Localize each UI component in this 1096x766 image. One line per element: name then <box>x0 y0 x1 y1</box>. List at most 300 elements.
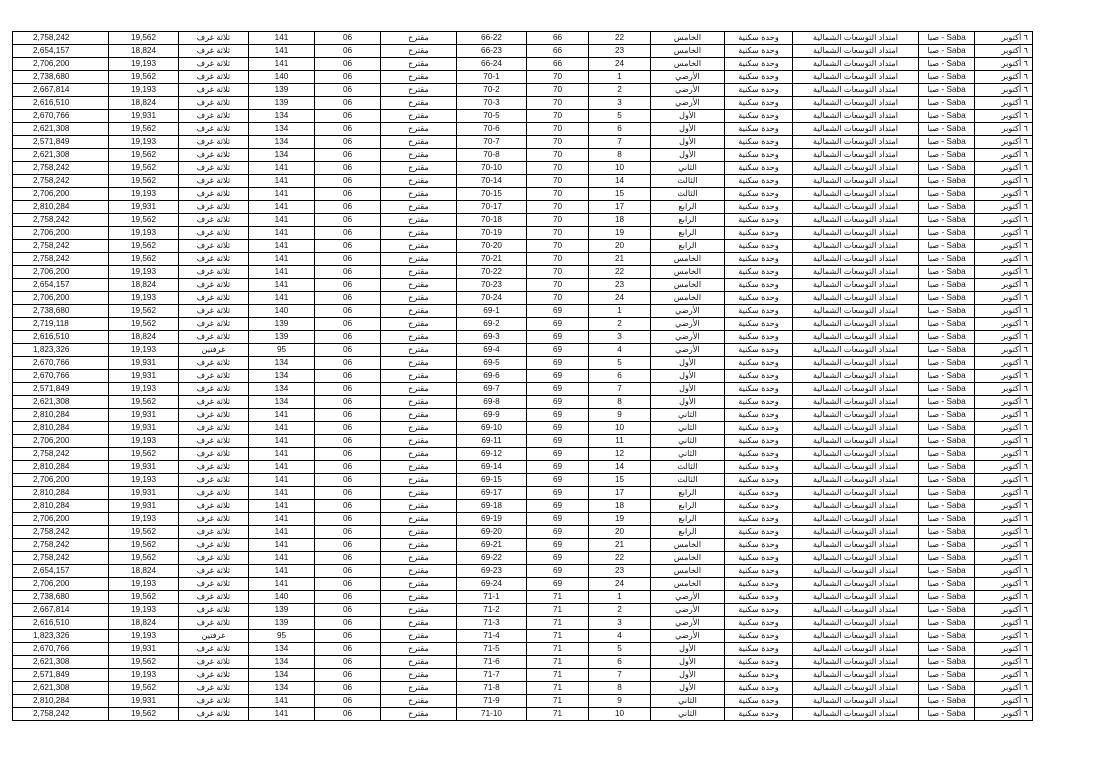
price-cell: 2,738,680 <box>13 305 109 318</box>
price-cell: 2,706,200 <box>13 227 109 240</box>
table-row <box>13 708 1033 721</box>
phase-cell: 06 <box>315 682 381 695</box>
unit-number-cell: 20 <box>589 526 651 539</box>
unit-code-cell: 66-22 <box>457 32 527 45</box>
unit-type-cell: وحدة سكنية <box>725 162 793 175</box>
unit-type-cell: وحدة سكنية <box>725 630 793 643</box>
price-per-meter-cell: 19,193 <box>109 58 179 71</box>
city-cell: ٦ أكتوبر <box>975 123 1033 136</box>
price-per-meter-cell: 19,562 <box>109 448 179 461</box>
price-per-meter-cell: 19,931 <box>109 422 179 435</box>
district-cell: امتداد التوسعات الشمالية <box>793 591 919 604</box>
area-cell: 134 <box>249 110 315 123</box>
district-cell: امتداد التوسعات الشمالية <box>793 474 919 487</box>
unit-type-cell: وحدة سكنية <box>725 123 793 136</box>
phase-cell: 06 <box>315 110 381 123</box>
phase-cell: 06 <box>315 318 381 331</box>
project-cell: Saba - صبا <box>919 435 975 448</box>
table-row <box>13 97 1033 110</box>
status-cell: مقترح <box>381 136 457 149</box>
phase-cell: 06 <box>315 578 381 591</box>
building-cell: 69 <box>527 318 589 331</box>
status-cell: مقترح <box>381 45 457 58</box>
project-cell: Saba - صبا <box>919 409 975 422</box>
rooms-cell: ثلاثة غرف <box>179 357 249 370</box>
unit-number-cell: 3 <box>589 617 651 630</box>
rooms-cell: ثلاثة غرف <box>179 97 249 110</box>
unit-number-cell: 17 <box>589 487 651 500</box>
table-row <box>13 617 1033 630</box>
price-cell: 2,758,242 <box>13 552 109 565</box>
building-cell: 69 <box>527 305 589 318</box>
unit-code-cell: 69-2 <box>457 318 527 331</box>
price-cell: 2,758,242 <box>13 253 109 266</box>
unit-type-cell: وحدة سكنية <box>725 539 793 552</box>
building-cell: 71 <box>527 604 589 617</box>
unit-type-cell: وحدة سكنية <box>725 578 793 591</box>
area-cell: 141 <box>249 695 315 708</box>
building-cell: 70 <box>527 175 589 188</box>
status-cell: مقترح <box>381 474 457 487</box>
price-per-meter-cell: 19,562 <box>109 162 179 175</box>
price-cell: 2,621,308 <box>13 123 109 136</box>
status-cell: مقترح <box>381 188 457 201</box>
district-cell: امتداد التوسعات الشمالية <box>793 513 919 526</box>
area-cell: 134 <box>249 149 315 162</box>
area-cell: 139 <box>249 617 315 630</box>
unit-code-cell: 70-24 <box>457 292 527 305</box>
rooms-cell: ثلاثة غرف <box>179 305 249 318</box>
district-cell: امتداد التوسعات الشمالية <box>793 123 919 136</box>
rooms-cell: ثلاثة غرف <box>179 279 249 292</box>
price-cell: 2,706,200 <box>13 58 109 71</box>
unit-code-cell: 69-9 <box>457 409 527 422</box>
city-cell: ٦ أكتوبر <box>975 162 1033 175</box>
unit-code-cell: 70-23 <box>457 279 527 292</box>
district-cell: امتداد التوسعات الشمالية <box>793 448 919 461</box>
city-cell: ٦ أكتوبر <box>975 474 1033 487</box>
status-cell: مقترح <box>381 110 457 123</box>
area-cell: 141 <box>249 409 315 422</box>
status-cell: مقترح <box>381 292 457 305</box>
table-row <box>13 318 1033 331</box>
floor-cell: الرابع <box>651 227 725 240</box>
unit-number-cell: 23 <box>589 279 651 292</box>
price-cell: 2,810,284 <box>13 201 109 214</box>
city-cell: ٦ أكتوبر <box>975 136 1033 149</box>
unit-type-cell: وحدة سكنية <box>725 253 793 266</box>
project-cell: Saba - صبا <box>919 682 975 695</box>
city-cell: ٦ أكتوبر <box>975 383 1033 396</box>
rooms-cell: ثلاثة غرف <box>179 591 249 604</box>
phase-cell: 06 <box>315 591 381 604</box>
unit-type-cell: وحدة سكنية <box>725 45 793 58</box>
price-cell: 2,810,284 <box>13 461 109 474</box>
area-cell: 141 <box>249 422 315 435</box>
unit-code-cell: 70-3 <box>457 97 527 110</box>
rooms-cell: غرفتين <box>179 344 249 357</box>
status-cell: مقترح <box>381 461 457 474</box>
phase-cell: 06 <box>315 604 381 617</box>
unit-number-cell: 21 <box>589 253 651 266</box>
unit-number-cell: 4 <box>589 630 651 643</box>
unit-code-cell: 69-18 <box>457 500 527 513</box>
phase-cell: 06 <box>315 32 381 45</box>
rooms-cell: ثلاثة غرف <box>179 643 249 656</box>
price-per-meter-cell: 19,193 <box>109 266 179 279</box>
unit-number-cell: 1 <box>589 591 651 604</box>
table-row <box>13 695 1033 708</box>
unit-number-cell: 6 <box>589 123 651 136</box>
building-cell: 69 <box>527 539 589 552</box>
building-cell: 71 <box>527 617 589 630</box>
district-cell: امتداد التوسعات الشمالية <box>793 487 919 500</box>
area-cell: 141 <box>249 526 315 539</box>
building-cell: 70 <box>527 149 589 162</box>
unit-type-cell: وحدة سكنية <box>725 526 793 539</box>
unit-type-cell: وحدة سكنية <box>725 279 793 292</box>
project-cell: Saba - صبا <box>919 487 975 500</box>
floor-cell: الأرضي <box>651 331 725 344</box>
city-cell: ٦ أكتوبر <box>975 656 1033 669</box>
unit-number-cell: 2 <box>589 318 651 331</box>
project-cell: Saba - صبا <box>919 396 975 409</box>
project-cell: Saba - صبا <box>919 45 975 58</box>
phase-cell: 06 <box>315 422 381 435</box>
status-cell: مقترح <box>381 617 457 630</box>
unit-type-cell: وحدة سكنية <box>725 435 793 448</box>
project-cell: Saba - صبا <box>919 162 975 175</box>
project-cell: Saba - صبا <box>919 695 975 708</box>
price-cell: 2,810,284 <box>13 487 109 500</box>
price-per-meter-cell: 19,193 <box>109 669 179 682</box>
table-row <box>13 71 1033 84</box>
city-cell: ٦ أكتوبر <box>975 71 1033 84</box>
floor-cell: الثاني <box>651 162 725 175</box>
city-cell: ٦ أكتوبر <box>975 539 1033 552</box>
district-cell: امتداد التوسعات الشمالية <box>793 578 919 591</box>
city-cell: ٦ أكتوبر <box>975 45 1033 58</box>
building-cell: 70 <box>527 266 589 279</box>
table-row <box>13 448 1033 461</box>
unit-type-cell: وحدة سكنية <box>725 383 793 396</box>
unit-type-cell: وحدة سكنية <box>725 175 793 188</box>
district-cell: امتداد التوسعات الشمالية <box>793 58 919 71</box>
building-cell: 69 <box>527 578 589 591</box>
project-cell: Saba - صبا <box>919 32 975 45</box>
status-cell: مقترح <box>381 604 457 617</box>
unit-code-cell: 70-19 <box>457 227 527 240</box>
unit-code-cell: 71-7 <box>457 669 527 682</box>
price-cell: 2,616,510 <box>13 331 109 344</box>
city-cell: ٦ أكتوبر <box>975 110 1033 123</box>
unit-type-cell: وحدة سكنية <box>725 552 793 565</box>
unit-code-cell: 69-1 <box>457 305 527 318</box>
unit-type-cell: وحدة سكنية <box>725 214 793 227</box>
city-cell: ٦ أكتوبر <box>975 643 1033 656</box>
city-cell: ٦ أكتوبر <box>975 292 1033 305</box>
district-cell: امتداد التوسعات الشمالية <box>793 461 919 474</box>
rooms-cell: غرفتين <box>179 630 249 643</box>
rooms-cell: ثلاثة غرف <box>179 84 249 97</box>
area-cell: 141 <box>249 448 315 461</box>
building-cell: 69 <box>527 500 589 513</box>
phase-cell: 06 <box>315 175 381 188</box>
rooms-cell: ثلاثة غرف <box>179 136 249 149</box>
unit-number-cell: 10 <box>589 708 651 721</box>
building-cell: 70 <box>527 84 589 97</box>
project-cell: Saba - صبا <box>919 253 975 266</box>
city-cell: ٦ أكتوبر <box>975 357 1033 370</box>
status-cell: مقترح <box>381 344 457 357</box>
price-per-meter-cell: 18,824 <box>109 331 179 344</box>
area-cell: 134 <box>249 370 315 383</box>
floor-cell: الخامس <box>651 266 725 279</box>
district-cell: امتداد التوسعات الشمالية <box>793 318 919 331</box>
unit-number-cell: 21 <box>589 539 651 552</box>
phase-cell: 06 <box>315 123 381 136</box>
area-cell: 134 <box>249 136 315 149</box>
price-cell: 1,823,326 <box>13 630 109 643</box>
table-row <box>13 110 1033 123</box>
area-cell: 141 <box>249 214 315 227</box>
price-cell: 2,621,308 <box>13 682 109 695</box>
building-cell: 69 <box>527 448 589 461</box>
city-cell: ٦ أكتوبر <box>975 227 1033 240</box>
price-per-meter-cell: 19,931 <box>109 500 179 513</box>
city-cell: ٦ أكتوبر <box>975 97 1033 110</box>
area-cell: 141 <box>249 253 315 266</box>
table-row <box>13 461 1033 474</box>
unit-type-cell: وحدة سكنية <box>725 149 793 162</box>
unit-code-cell: 70-10 <box>457 162 527 175</box>
unit-number-cell: 3 <box>589 331 651 344</box>
area-cell: 141 <box>249 474 315 487</box>
rooms-cell: ثلاثة غرف <box>179 435 249 448</box>
unit-code-cell: 70-8 <box>457 149 527 162</box>
price-per-meter-cell: 19,562 <box>109 526 179 539</box>
status-cell: مقترح <box>381 487 457 500</box>
rooms-cell: ثلاثة غرف <box>179 240 249 253</box>
area-cell: 141 <box>249 578 315 591</box>
district-cell: امتداد التوسعات الشمالية <box>793 708 919 721</box>
project-cell: Saba - صبا <box>919 123 975 136</box>
floor-cell: الخامس <box>651 539 725 552</box>
city-cell: ٦ أكتوبر <box>975 461 1033 474</box>
units-table-body <box>13 32 1033 721</box>
status-cell: مقترح <box>381 331 457 344</box>
floor-cell: الخامس <box>651 58 725 71</box>
floor-cell: الثالث <box>651 175 725 188</box>
area-cell: 134 <box>249 357 315 370</box>
phase-cell: 06 <box>315 513 381 526</box>
district-cell: امتداد التوسعات الشمالية <box>793 214 919 227</box>
unit-type-cell: وحدة سكنية <box>725 305 793 318</box>
price-per-meter-cell: 19,931 <box>109 487 179 500</box>
unit-code-cell: 70-17 <box>457 201 527 214</box>
phase-cell: 06 <box>315 643 381 656</box>
project-cell: Saba - صبا <box>919 422 975 435</box>
city-cell: ٦ أكتوبر <box>975 422 1033 435</box>
district-cell: امتداد التوسعات الشمالية <box>793 409 919 422</box>
price-cell: 2,719,118 <box>13 318 109 331</box>
unit-number-cell: 24 <box>589 578 651 591</box>
price-per-meter-cell: 19,193 <box>109 474 179 487</box>
price-cell: 2,758,242 <box>13 214 109 227</box>
price-cell: 2,670,766 <box>13 110 109 123</box>
area-cell: 141 <box>249 32 315 45</box>
status-cell: مقترح <box>381 669 457 682</box>
building-cell: 70 <box>527 123 589 136</box>
unit-code-cell: 71-8 <box>457 682 527 695</box>
price-per-meter-cell: 19,193 <box>109 188 179 201</box>
unit-number-cell: 8 <box>589 396 651 409</box>
phase-cell: 06 <box>315 435 381 448</box>
unit-type-cell: وحدة سكنية <box>725 461 793 474</box>
city-cell: ٦ أكتوبر <box>975 370 1033 383</box>
price-cell: 2,706,200 <box>13 188 109 201</box>
floor-cell: الرابع <box>651 201 725 214</box>
price-cell: 1,823,326 <box>13 344 109 357</box>
price-cell: 2,667,814 <box>13 84 109 97</box>
floor-cell: الأول <box>651 669 725 682</box>
table-row <box>13 305 1033 318</box>
unit-code-cell: 70-6 <box>457 123 527 136</box>
rooms-cell: ثلاثة غرف <box>179 227 249 240</box>
price-per-meter-cell: 19,931 <box>109 201 179 214</box>
price-per-meter-cell: 19,193 <box>109 630 179 643</box>
rooms-cell: ثلاثة غرف <box>179 526 249 539</box>
phase-cell: 06 <box>315 201 381 214</box>
unit-number-cell: 6 <box>589 370 651 383</box>
rooms-cell: ثلاثة غرف <box>179 552 249 565</box>
rooms-cell: ثلاثة غرف <box>179 162 249 175</box>
phase-cell: 06 <box>315 240 381 253</box>
phase-cell: 06 <box>315 344 381 357</box>
status-cell: مقترح <box>381 500 457 513</box>
status-cell: مقترح <box>381 409 457 422</box>
floor-cell: الثاني <box>651 435 725 448</box>
project-cell: Saba - صبا <box>919 643 975 656</box>
price-per-meter-cell: 19,193 <box>109 578 179 591</box>
price-per-meter-cell: 19,562 <box>109 253 179 266</box>
rooms-cell: ثلاثة غرف <box>179 695 249 708</box>
unit-code-cell: 71-3 <box>457 617 527 630</box>
building-cell: 69 <box>527 422 589 435</box>
rooms-cell: ثلاثة غرف <box>179 422 249 435</box>
price-cell: 2,758,242 <box>13 448 109 461</box>
unit-type-cell: وحدة سكنية <box>725 188 793 201</box>
floor-cell: الأول <box>651 123 725 136</box>
price-per-meter-cell: 19,931 <box>109 409 179 422</box>
project-cell: Saba - صبا <box>919 84 975 97</box>
project-cell: Saba - صبا <box>919 110 975 123</box>
building-cell: 69 <box>527 474 589 487</box>
district-cell: امتداد التوسعات الشمالية <box>793 110 919 123</box>
city-cell: ٦ أكتوبر <box>975 331 1033 344</box>
price-per-meter-cell: 19,562 <box>109 656 179 669</box>
area-cell: 140 <box>249 71 315 84</box>
price-per-meter-cell: 19,193 <box>109 383 179 396</box>
status-cell: مقترح <box>381 357 457 370</box>
district-cell: امتداد التوسعات الشمالية <box>793 188 919 201</box>
price-cell: 2,621,308 <box>13 396 109 409</box>
unit-type-cell: وحدة سكنية <box>725 97 793 110</box>
project-cell: Saba - صبا <box>919 240 975 253</box>
area-cell: 140 <box>249 305 315 318</box>
unit-code-cell: 66-24 <box>457 58 527 71</box>
area-cell: 141 <box>249 461 315 474</box>
price-cell: 2,810,284 <box>13 422 109 435</box>
area-cell: 134 <box>249 656 315 669</box>
building-cell: 69 <box>527 461 589 474</box>
status-cell: مقترح <box>381 513 457 526</box>
status-cell: مقترح <box>381 305 457 318</box>
unit-type-cell: وحدة سكنية <box>725 318 793 331</box>
status-cell: مقترح <box>381 253 457 266</box>
unit-number-cell: 20 <box>589 240 651 253</box>
unit-type-cell: وحدة سكنية <box>725 643 793 656</box>
table-row <box>13 32 1033 45</box>
unit-type-cell: وحدة سكنية <box>725 487 793 500</box>
area-cell: 141 <box>249 162 315 175</box>
district-cell: امتداد التوسعات الشمالية <box>793 656 919 669</box>
phase-cell: 06 <box>315 708 381 721</box>
floor-cell: الأرضي <box>651 630 725 643</box>
price-cell: 2,706,200 <box>13 435 109 448</box>
floor-cell: الأول <box>651 396 725 409</box>
rooms-cell: ثلاثة غرف <box>179 110 249 123</box>
unit-code-cell: 70-22 <box>457 266 527 279</box>
unit-number-cell: 14 <box>589 461 651 474</box>
rooms-cell: ثلاثة غرف <box>179 318 249 331</box>
city-cell: ٦ أكتوبر <box>975 396 1033 409</box>
phase-cell: 06 <box>315 292 381 305</box>
unit-code-cell: 71-2 <box>457 604 527 617</box>
floor-cell: الخامس <box>651 45 725 58</box>
table-row <box>13 500 1033 513</box>
table-row <box>13 214 1033 227</box>
district-cell: امتداد التوسعات الشمالية <box>793 383 919 396</box>
table-row <box>13 383 1033 396</box>
city-cell: ٦ أكتوبر <box>975 344 1033 357</box>
city-cell: ٦ أكتوبر <box>975 617 1033 630</box>
project-cell: Saba - صبا <box>919 552 975 565</box>
building-cell: 69 <box>527 409 589 422</box>
floor-cell: الأرضي <box>651 591 725 604</box>
district-cell: امتداد التوسعات الشمالية <box>793 84 919 97</box>
unit-number-cell: 4 <box>589 344 651 357</box>
city-cell: ٦ أكتوبر <box>975 578 1033 591</box>
unit-number-cell: 12 <box>589 448 651 461</box>
building-cell: 71 <box>527 656 589 669</box>
floor-cell: الأرضي <box>651 344 725 357</box>
unit-number-cell: 5 <box>589 357 651 370</box>
city-cell: ٦ أكتوبر <box>975 669 1033 682</box>
price-per-meter-cell: 19,562 <box>109 305 179 318</box>
district-cell: امتداد التوسعات الشمالية <box>793 136 919 149</box>
phase-cell: 06 <box>315 214 381 227</box>
phase-cell: 06 <box>315 500 381 513</box>
unit-number-cell: 2 <box>589 604 651 617</box>
unit-type-cell: وحدة سكنية <box>725 565 793 578</box>
rooms-cell: ثلاثة غرف <box>179 578 249 591</box>
status-cell: مقترح <box>381 682 457 695</box>
floor-cell: الأرضي <box>651 84 725 97</box>
building-cell: 66 <box>527 58 589 71</box>
price-cell: 2,654,157 <box>13 45 109 58</box>
unit-code-cell: 70-21 <box>457 253 527 266</box>
